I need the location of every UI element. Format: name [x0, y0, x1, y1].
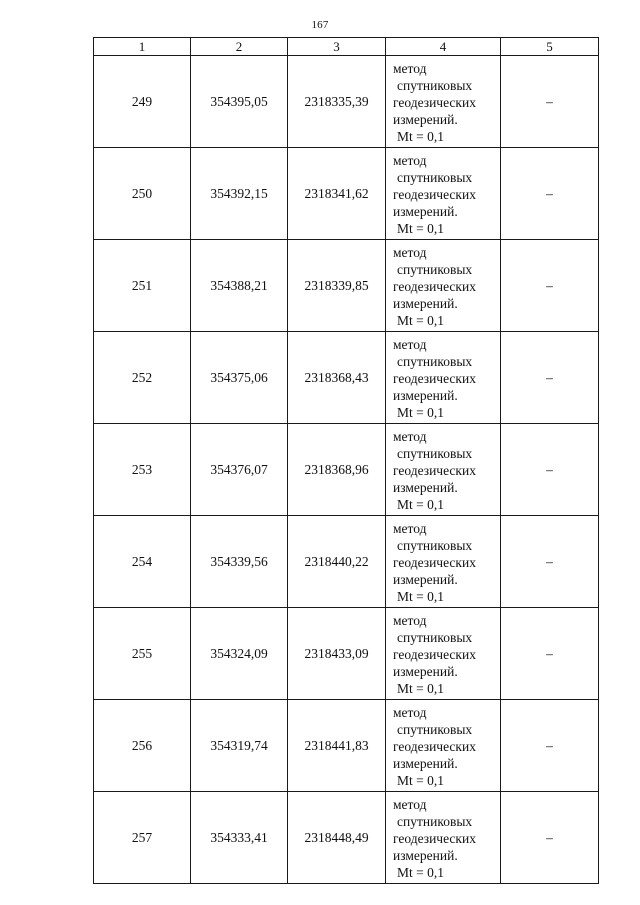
- table-row: [94, 56, 599, 148]
- method-line: геодезических: [393, 647, 476, 662]
- table-row: [94, 608, 599, 700]
- method-line: метод: [393, 797, 427, 812]
- column-header: 5: [501, 38, 599, 56]
- method-line: измерений.: [393, 572, 458, 587]
- method-line: геодезических: [393, 555, 476, 570]
- method-line: геодезических: [393, 187, 476, 202]
- x-coordinate-cell: 354339,56: [191, 516, 288, 608]
- x-coordinate-cell: 354375,06: [191, 332, 288, 424]
- method-line: метод: [393, 245, 427, 260]
- point-number-cell: 257: [94, 792, 191, 884]
- y-coordinate-cell: 2318335,39: [288, 56, 386, 148]
- point-number-cell: 249: [94, 56, 191, 148]
- method-line: геодезических: [393, 371, 476, 386]
- method-cell: [386, 240, 501, 332]
- method-line: Mt = 0,1: [397, 313, 444, 328]
- point-number-cell: 253: [94, 424, 191, 516]
- y-coordinate-cell: 2318448,49: [288, 792, 386, 884]
- method-line: метод: [393, 521, 427, 536]
- method-line: Mt = 0,1: [397, 129, 444, 144]
- method-line: Mt = 0,1: [397, 405, 444, 420]
- table-row: [94, 700, 599, 792]
- table-row: [94, 332, 599, 424]
- y-coordinate-cell: 2318433,09: [288, 608, 386, 700]
- column-header: 2: [191, 38, 288, 56]
- x-coordinate-cell: 354333,41: [191, 792, 288, 884]
- method-cell: [386, 516, 501, 608]
- method-line: измерений.: [393, 848, 458, 863]
- method-line: измерений.: [393, 480, 458, 495]
- note-cell: –: [501, 148, 599, 240]
- method-line: метод: [393, 613, 427, 628]
- method-line: измерений.: [393, 204, 458, 219]
- table-header-row: [94, 38, 599, 56]
- y-coordinate-cell: 2318339,85: [288, 240, 386, 332]
- method-line: измерений.: [393, 756, 458, 771]
- note-cell: –: [501, 332, 599, 424]
- method-cell: [386, 424, 501, 516]
- point-number-cell: 255: [94, 608, 191, 700]
- note-cell: –: [501, 56, 599, 148]
- point-number-cell: 251: [94, 240, 191, 332]
- method-line: измерений.: [393, 388, 458, 403]
- method-line: измерений.: [393, 112, 458, 127]
- method-line: спутниковых: [397, 446, 473, 461]
- method-line: Mt = 0,1: [397, 221, 444, 236]
- column-header: 4: [386, 38, 501, 56]
- table-row: [94, 240, 599, 332]
- method-cell: [386, 56, 501, 148]
- table-row: [94, 792, 599, 884]
- method-line: геодезических: [393, 279, 476, 294]
- method-line: спутниковых: [397, 354, 473, 369]
- y-coordinate-cell: 2318341,62: [288, 148, 386, 240]
- column-header: 3: [288, 38, 386, 56]
- note-cell: –: [501, 240, 599, 332]
- method-cell: [386, 700, 501, 792]
- method-line: Mt = 0,1: [397, 589, 444, 604]
- method-line: спутниковых: [397, 722, 473, 737]
- method-line: геодезических: [393, 831, 476, 846]
- note-cell: –: [501, 424, 599, 516]
- method-line: измерений.: [393, 296, 458, 311]
- column-header: 1: [94, 38, 191, 56]
- y-coordinate-cell: 2318440,22: [288, 516, 386, 608]
- table-row: [94, 516, 599, 608]
- y-coordinate-cell: 2318368,43: [288, 332, 386, 424]
- method-line: Mt = 0,1: [397, 773, 444, 788]
- method-cell: [386, 608, 501, 700]
- x-coordinate-cell: 354392,15: [191, 148, 288, 240]
- method-line: геодезических: [393, 95, 476, 110]
- point-number-cell: 250: [94, 148, 191, 240]
- method-line: метод: [393, 153, 427, 168]
- coordinates-table: [93, 37, 599, 884]
- point-number-cell: 252: [94, 332, 191, 424]
- method-line: спутниковых: [397, 630, 473, 645]
- method-line: геодезических: [393, 739, 476, 754]
- method-line: метод: [393, 705, 427, 720]
- method-cell: [386, 148, 501, 240]
- note-cell: –: [501, 792, 599, 884]
- x-coordinate-cell: 354388,21: [191, 240, 288, 332]
- method-line: измерений.: [393, 664, 458, 679]
- method-line: Mt = 0,1: [397, 497, 444, 512]
- y-coordinate-cell: 2318441,83: [288, 700, 386, 792]
- method-cell: [386, 332, 501, 424]
- method-line: геодезических: [393, 463, 476, 478]
- table-body: [94, 56, 599, 884]
- point-number-cell: 254: [94, 516, 191, 608]
- method-line: спутниковых: [397, 814, 473, 829]
- note-cell: –: [501, 700, 599, 792]
- point-number-cell: 256: [94, 700, 191, 792]
- x-coordinate-cell: 354376,07: [191, 424, 288, 516]
- y-coordinate-cell: 2318368,96: [288, 424, 386, 516]
- note-cell: –: [501, 608, 599, 700]
- method-line: Mt = 0,1: [397, 865, 444, 880]
- note-cell: –: [501, 516, 599, 608]
- method-line: спутниковых: [397, 170, 473, 185]
- method-cell: [386, 792, 501, 884]
- method-line: метод: [393, 61, 427, 76]
- page-number: 167: [311, 19, 329, 31]
- x-coordinate-cell: 354319,74: [191, 700, 288, 792]
- method-line: спутниковых: [397, 78, 473, 93]
- method-line: метод: [393, 337, 427, 352]
- method-line: метод: [393, 429, 427, 444]
- x-coordinate-cell: 354324,09: [191, 608, 288, 700]
- method-line: спутниковых: [397, 538, 473, 553]
- table-row: [94, 424, 599, 516]
- x-coordinate-cell: 354395,05: [191, 56, 288, 148]
- table-row: [94, 148, 599, 240]
- method-line: Mt = 0,1: [397, 681, 444, 696]
- method-line: спутниковых: [397, 262, 473, 277]
